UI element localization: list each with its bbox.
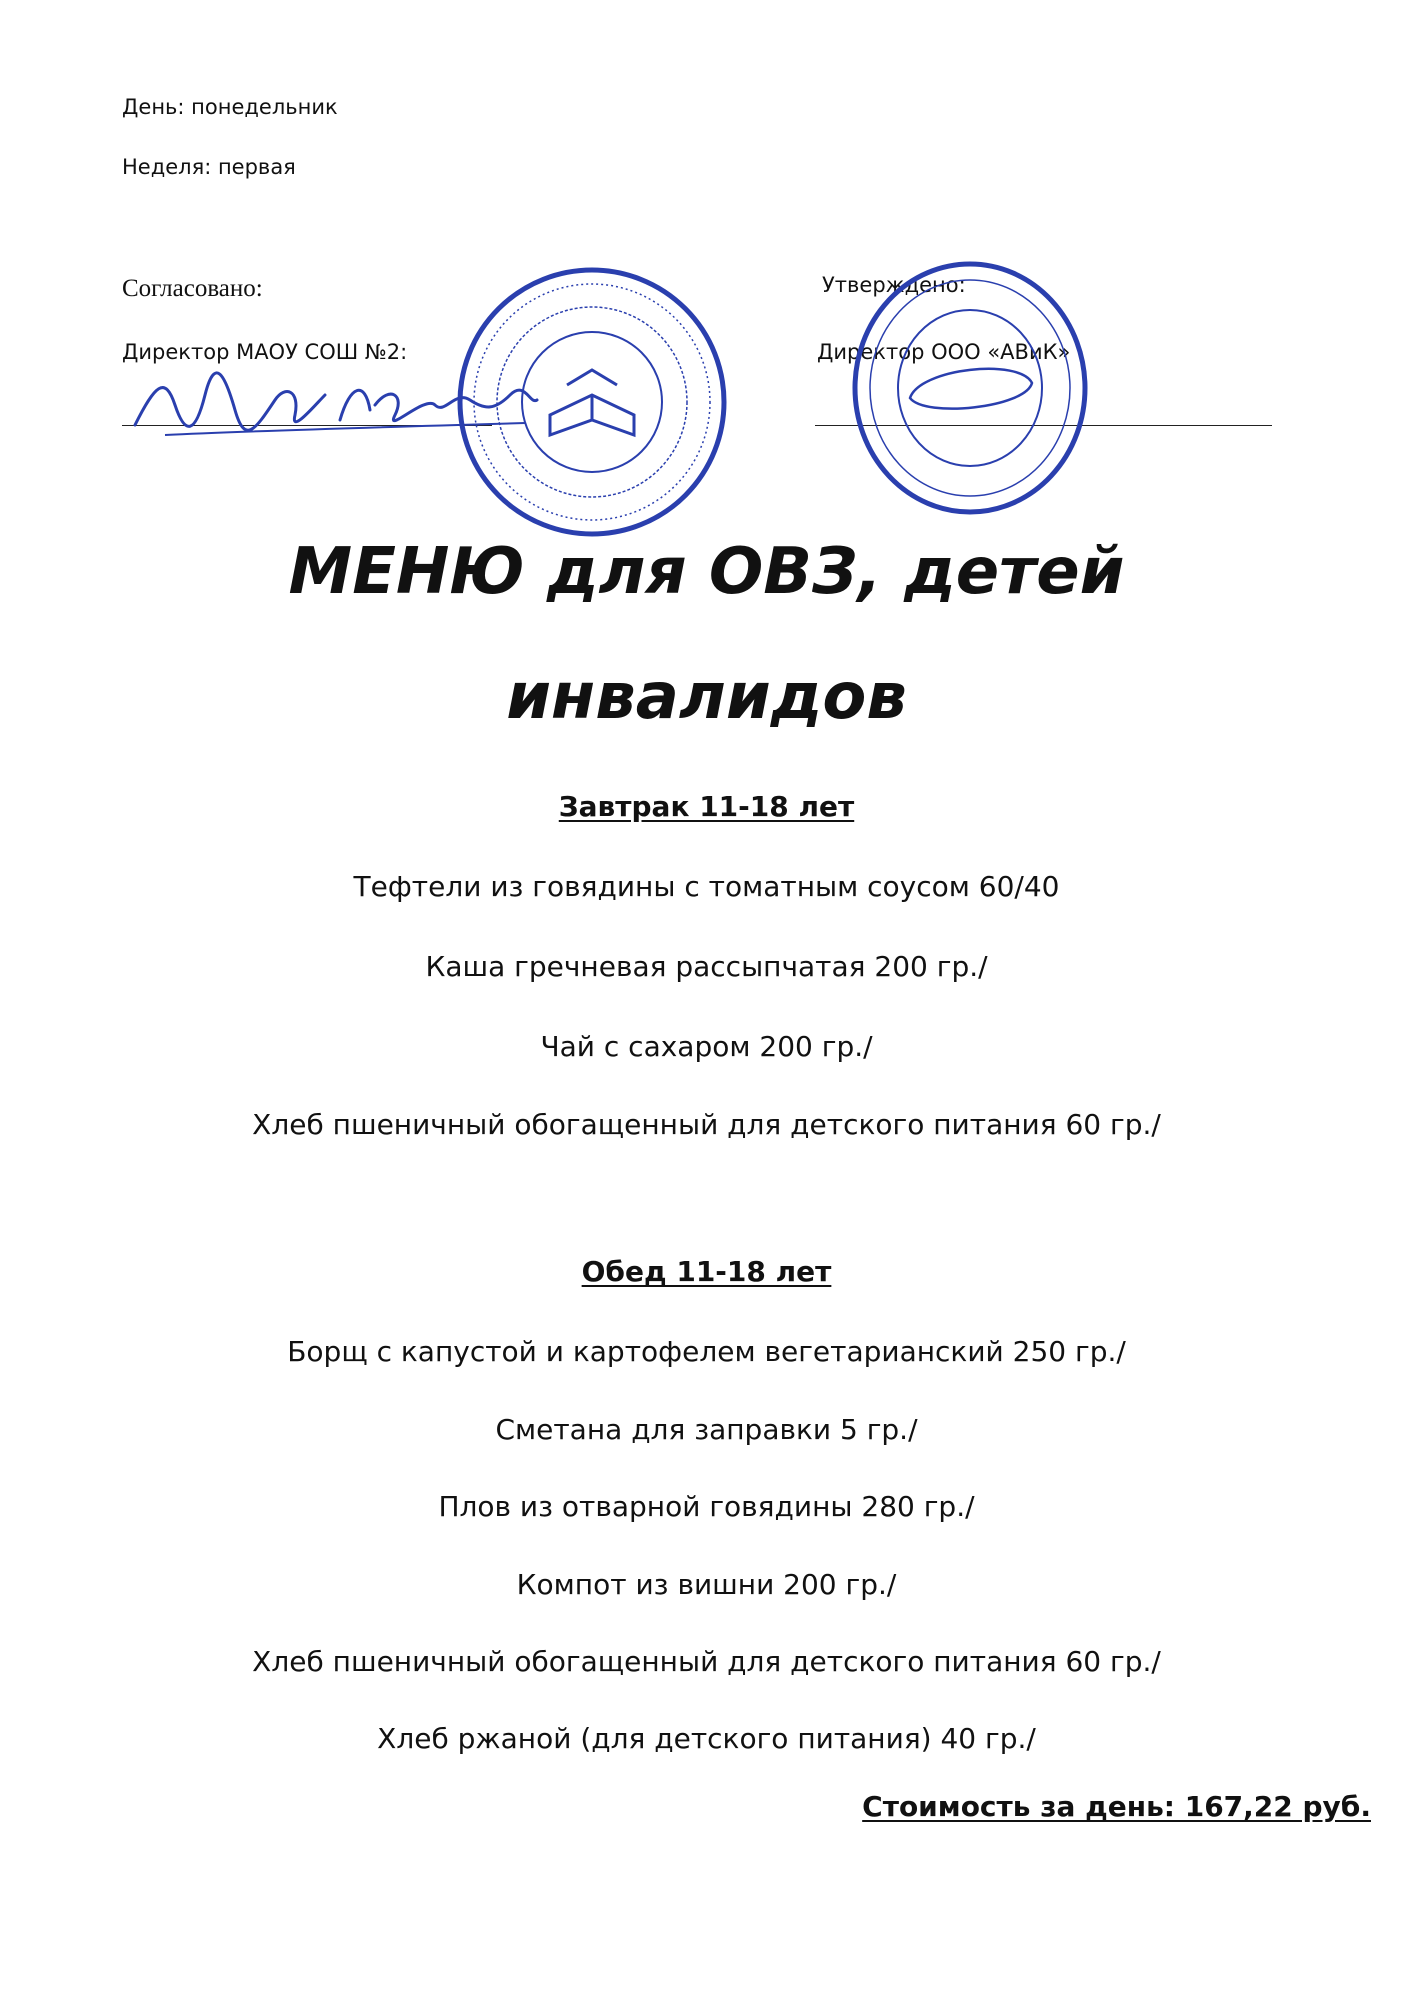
approved-label: Утверждено: bbox=[822, 273, 966, 297]
lunch-heading: Обед 11-18 лет bbox=[581, 1255, 832, 1288]
right-director-label: Директор ООО «АВиК» bbox=[817, 340, 1071, 364]
breakfast-item: Каша гречневая рассыпчатая 200 гр./ bbox=[425, 950, 988, 983]
week-label: Неделя: первая bbox=[122, 155, 296, 179]
breakfast-item: Хлеб пшеничный обогащенный для детского питания 60 гр./ bbox=[252, 1108, 1161, 1141]
lunch-item: Хлеб ржаной (для детского питания) 40 гр./ bbox=[377, 1722, 1036, 1755]
lunch-item: Борщ с капустой и картофелем вегетарианский 250 гр./ bbox=[287, 1335, 1126, 1368]
menu-title-line2: инвалидов bbox=[506, 660, 907, 734]
left-school-stamp bbox=[455, 265, 730, 540]
lunch-item: Компот из вишни 200 гр./ bbox=[516, 1568, 897, 1601]
agreed-label: Согласовано: bbox=[122, 275, 263, 302]
lunch-item: Хлеб пшеничный обогащенный для детского питания 60 гр./ bbox=[252, 1645, 1161, 1678]
lunch-item: Плов из отварной говядины 280 гр./ bbox=[438, 1490, 975, 1523]
right-company-stamp bbox=[850, 258, 1090, 518]
lunch-item: Сметана для заправки 5 гр./ bbox=[495, 1413, 918, 1446]
left-director-label: Директор МАОУ СОШ №2: bbox=[122, 340, 408, 364]
day-label: День: понедельник bbox=[122, 95, 338, 119]
breakfast-item: Тефтели из говядины с томатным соусом 60/40 bbox=[353, 870, 1060, 903]
menu-title-line1: МЕНЮ для ОВЗ, детей bbox=[288, 535, 1125, 609]
daily-cost: Стоимость за день: 167,22 руб. bbox=[862, 1790, 1371, 1823]
breakfast-item: Чай с сахаром 200 гр./ bbox=[540, 1030, 873, 1063]
breakfast-heading: Завтрак 11-18 лет bbox=[558, 790, 855, 823]
